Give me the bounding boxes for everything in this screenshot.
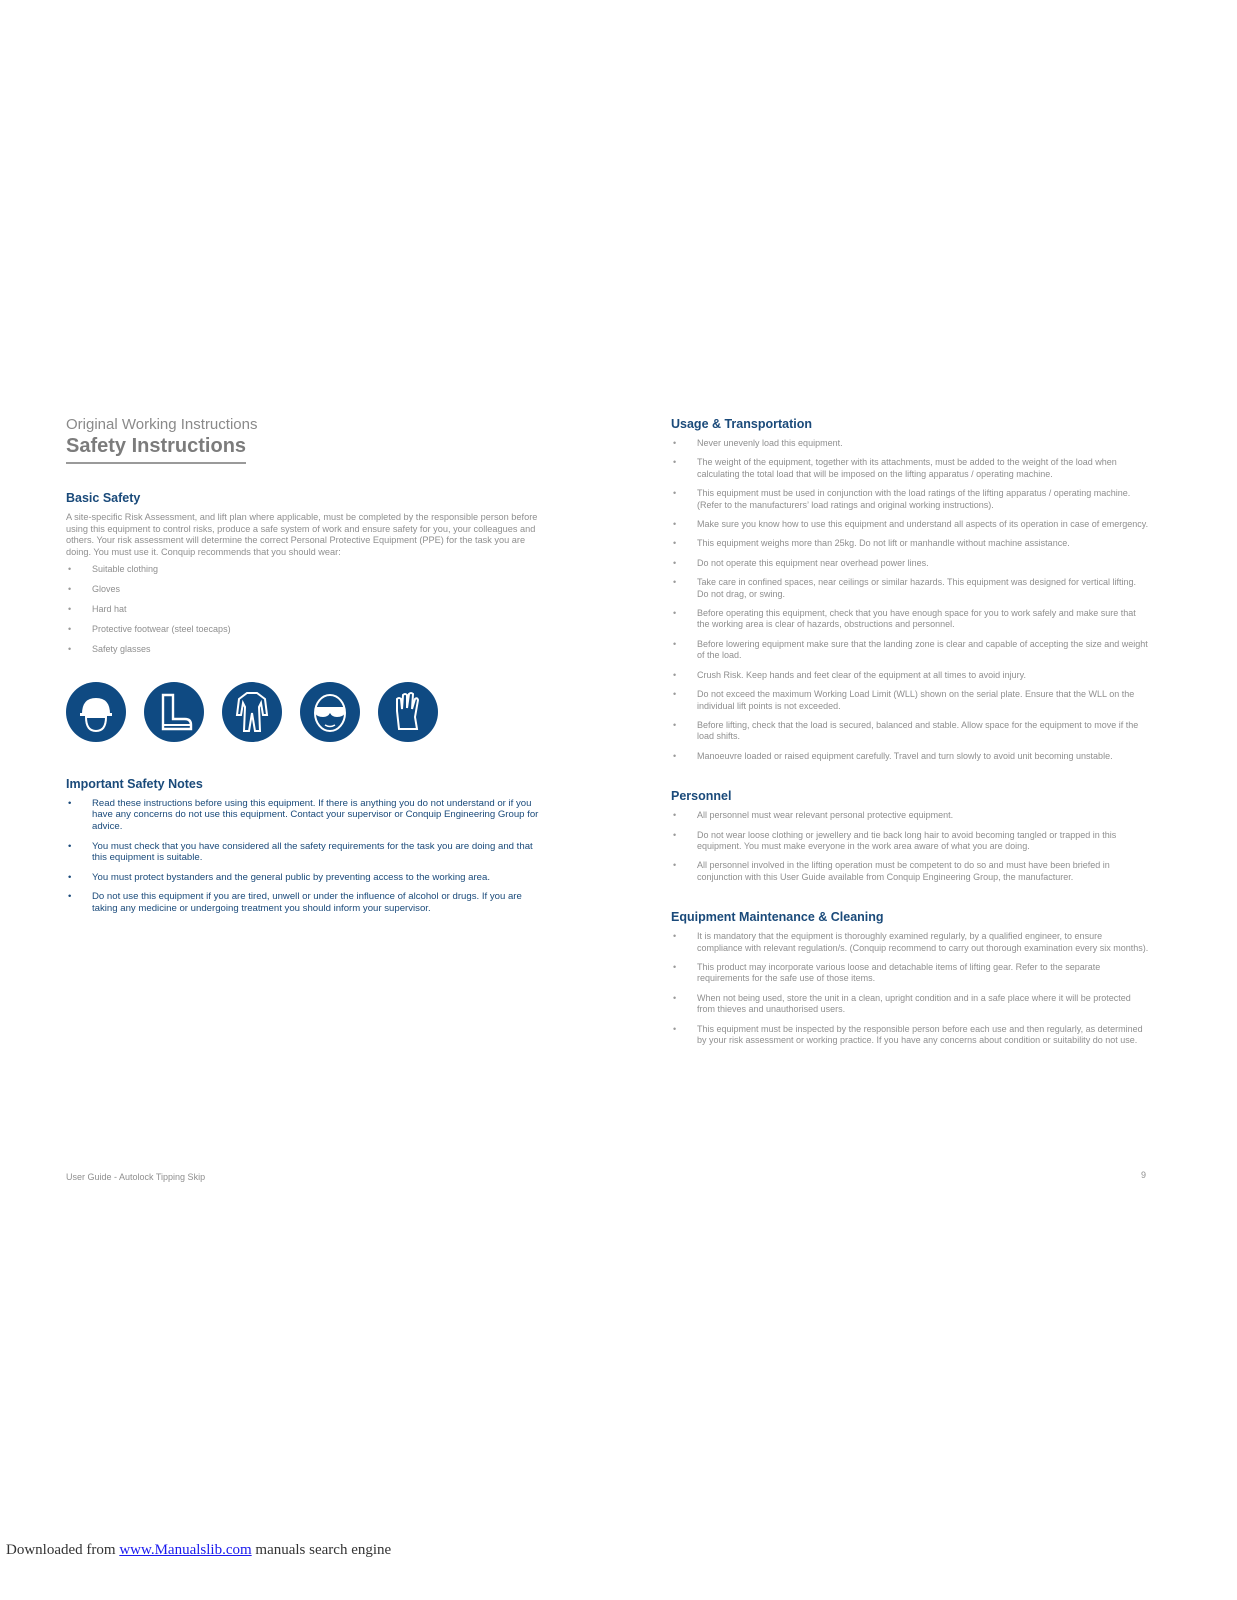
page-subtitle: Original Working Instructions bbox=[66, 416, 258, 433]
important-notes-section bbox=[66, 776, 541, 915]
list-item: • Before lowering equipment make sure that the landing zone is clear and capable of accepting the size and weight of the load. bbox=[671, 639, 1149, 662]
maintenance-heading: Equipment Maintenance & Cleaning bbox=[671, 910, 884, 925]
download-suffix: manuals search engine bbox=[251, 1542, 392, 1558]
maintenance-list bbox=[671, 931, 1149, 1046]
left-column bbox=[66, 416, 541, 923]
hard-hat-icon bbox=[66, 682, 126, 742]
gloves-icon bbox=[378, 682, 438, 742]
list-item: • Safety glasses bbox=[66, 644, 541, 655]
list-item: • The weight of the equipment, together with its attachments, must be added to the weight of the load when calculating the total load that will be imposed on the lifting apparatus / operating machine. bbox=[671, 457, 1149, 480]
list-item: • You must check that you have considered all the safety requirements for the task you are doing and that this equipment is suitable. bbox=[66, 841, 541, 864]
personnel-heading: Personnel bbox=[671, 789, 732, 804]
list-item: • This equipment must be used in conjunction with the load ratings of the lifting apparatus / operating machine. (Refer to the manufacturers’ load ratings and original working instructions). bbox=[671, 488, 1149, 511]
ppe-list bbox=[66, 564, 541, 655]
list-item: • This equipment weighs more than 25kg. Do not lift or manhandle without machine assistance. bbox=[671, 538, 1149, 549]
ppe-icons bbox=[66, 682, 541, 742]
list-item: • Do not use this equipment if you are tired, unwell or under the influence of alcohol or drugs. If you are taking any medicine or undergoing treatment you should inform your supervisor. bbox=[66, 891, 541, 914]
download-banner bbox=[6, 1542, 391, 1559]
protective-clothing-icon bbox=[222, 682, 282, 742]
list-item: • This equipment must be inspected by the responsible person before each use and then regularly, as determined by your risk assessment or working practice. If you have any concerns about condition or suitability do not use. bbox=[671, 1024, 1149, 1047]
list-item: • Never unevenly load this equipment. bbox=[671, 438, 1149, 449]
basic-safety-intro: A site-specific Risk Assessment, and lift plan where applicable, must be completed by the responsible person before using this equipment to control risks, produce a safe system of work and ensure safety for you, your colleagues and others. Your risk assessment will determine the correct Personal Protective Equipment (PPE) for the task you are doing. You must use it. Conquip recommends that you should wear: bbox=[66, 512, 538, 557]
list-item: • Before operating this equipment, check that you have enough space for you to work safely and make sure that the working area is clear of hazards, obstructions and personnel. bbox=[671, 608, 1149, 631]
personnel-section bbox=[671, 788, 1149, 883]
usage-heading: Usage & Transportation bbox=[671, 417, 812, 431]
important-notes-heading: Important Safety Notes bbox=[66, 776, 203, 791]
list-item: • Before lifting, check that the load is secured, balanced and stable. Allow space for the equipment to move if the load shifts. bbox=[671, 720, 1149, 743]
basic-safety-section bbox=[66, 490, 541, 656]
basic-safety-heading: Basic Safety bbox=[66, 491, 141, 505]
list-item: • All personnel must wear relevant personal protective equipment. bbox=[671, 810, 1149, 821]
list-item: • Take care in confined spaces, near ceilings or similar hazards. This equipment was designed for vertical lifting. Do not drag, or swing. bbox=[671, 577, 1149, 600]
safety-boots-icon bbox=[144, 682, 204, 742]
page-title: Safety Instructions bbox=[66, 434, 246, 464]
list-item: • All personnel involved in the lifting operation must be competent to do so and must have been briefed in conjunction with this User Guide available from Conquip Engineering Group, the manufacturer. bbox=[671, 860, 1149, 883]
list-item: • Do not operate this equipment near overhead power lines. bbox=[671, 558, 1149, 569]
footer-doc-title: User Guide - Autolock Tipping Skip bbox=[66, 1172, 206, 1182]
safety-glasses-icon bbox=[300, 682, 360, 742]
list-item: • Read these instructions before using this equipment. If there is anything you do not understand or if you have any concerns do not use this equipment. Contact your supervisor or Conquip Engineering Group for advice. bbox=[66, 798, 541, 833]
list-item: • Make sure you know how to use this equipment and understand all aspects of its operation in case of emergency. bbox=[671, 519, 1149, 530]
list-item: • It is mandatory that the equipment is thoroughly examined regularly, by a qualified engineer, to ensure compliance with relevant regulation/s. (Conquip recommend to carry out thorough examination every six months). bbox=[671, 931, 1149, 954]
maintenance-section bbox=[671, 909, 1149, 1046]
list-item: • Do not wear loose clothing or jewellery and tie back long hair to avoid becoming tangled or trapped in this equipment. You must make everyone in the work area aware of what you are doing. bbox=[671, 830, 1149, 853]
right-column bbox=[671, 416, 1149, 1072]
usage-section bbox=[671, 416, 1149, 762]
list-item: • Suitable clothing bbox=[66, 564, 541, 575]
usage-list bbox=[671, 438, 1149, 762]
download-prefix: Downloaded from bbox=[6, 1542, 120, 1558]
personnel-list bbox=[671, 810, 1149, 883]
list-item: • Crush Risk. Keep hands and feet clear of the equipment at all times to avoid injury. bbox=[671, 670, 1149, 681]
list-item: • You must protect bystanders and the general public by preventing access to the working area. bbox=[66, 872, 541, 884]
page-number: 9 bbox=[1141, 1170, 1147, 1180]
list-item: • Do not exceed the maximum Working Load Limit (WLL) shown on the serial plate. Ensure that the WLL on the individual lift points is not exceeded. bbox=[671, 689, 1149, 712]
list-item: • Manoeuvre loaded or raised equipment carefully. Travel and turn slowly to avoid unit becoming unstable. bbox=[671, 751, 1149, 762]
list-item: • This product may incorporate various loose and detachable items of lifting gear. Refer to the separate requirements for the safe use of those items. bbox=[671, 962, 1149, 985]
important-notes-list bbox=[66, 798, 541, 915]
manualslib-link[interactable]: www.Manualslib.com bbox=[119, 1542, 252, 1558]
list-item: • Gloves bbox=[66, 584, 541, 595]
list-item: • When not being used, store the unit in a clean, upright condition and in a safe place where it will be protected from thieves and unauthorised users. bbox=[671, 993, 1149, 1016]
list-item: • Hard hat bbox=[66, 604, 541, 615]
list-item: • Protective footwear (steel toecaps) bbox=[66, 624, 541, 635]
